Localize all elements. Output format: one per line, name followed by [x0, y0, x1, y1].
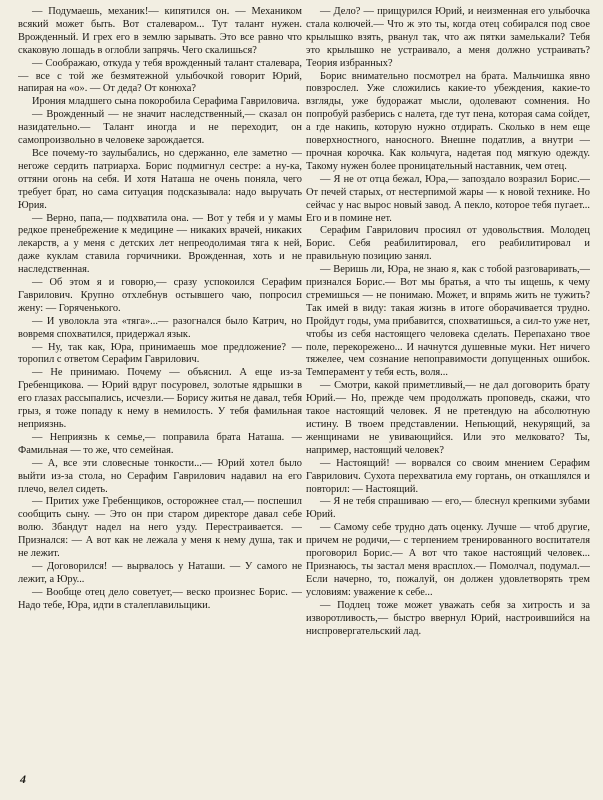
- paragraph: — Веришь ли, Юра, не знаю я, как с тобой разговаривать,— признался Борис.— Вот мы братья, а что ты ищешь, к чему стремишься — не понимаю. Может, и впрямь жить не тужить? Так имей в виду: такая жизнь в итоге оборачивается трудно. Пройдут годы, ума прибавится, спохватишься, а сил-то уже нет, чтобы из себя настоящего человека сделать. Перепахано твое поле, перекорежено... И начнутся душевные муки. Нет ничего тяжелее, чем сознание непоправимости допущенных ошибок. Темперамент у тебя есть, воля...: [306, 264, 590, 379]
- paragraph: — Настоящий! — ворвался со своим мнением Серафим Гаврилович. Сухота перехватила ему гортань, он откашлялся и повторил: — Настоящий.: [306, 457, 590, 495]
- paragraph: — Дело? — прищурился Юрий, и неизменная его улыбочка стала колючей.— Что ж это ты, когда отец собирался под свое крылышко взять, рванул так, что аж пятки замелькали? Тебя это крылышко не устраивало, а меня должно устраивать? Теория избранных?: [306, 6, 590, 69]
- paragraph: — Врожденный — не значит наследственный,— сказал он назидательно.— Талант иногда и не переходит, он самопроизвольно в человеке зарождается.: [18, 109, 302, 147]
- paragraph: — Вообще отец дело советует,— веско произнес Борис. — Надо тебе, Юра, идти в сталеплавильщики.: [18, 586, 302, 611]
- page-number: 4: [20, 772, 26, 786]
- paragraph: Все почему-то заулыбались, но сдержанно, еле заметно — негоже сердить патриарха. Борис подмигнул сестре: а ну-ка, оттяни огонь на себя. И хотя Наташа не очень поняла, чего требует брат, но сама ситуация подсказывала: надо выручать Юрия.: [18, 147, 302, 211]
- paragraph: Борис внимательно посмотрел на брата. Мальчишка явно повзрослел. Уже сложились какие-то убеждения, какие-то взгляды, уже будоражат мысли, одолевают сомнения. Но попробуй разберись с налета, где тут пена, которая сама сойдет, а где накипь, которую нужно отдирать. Сколько в нем еще поверхностного, наносного. Внешне податлив, а внутри — прочная корочка. Как кольчуга, надетая под мягкую одежду. Такому нужен более проницательный наставник, чем отец.: [306, 70, 590, 172]
- left-column: [18, 6, 302, 766]
- paragraph: — Я не от отца бежал, Юра,— запоздало возразил Борис.— От печей старых, от нестерпимой жары — к новой технике. Но сейчас у нас вырос новый завод. А пекло, которое тебя пугает... Его и в помине нет.: [306, 173, 590, 224]
- paragraph: — Верно, папа,— подхватила она. — Вот у тебя и у мамы редкое пренебрежение к медицине — никаких врачей, никаких лекарств, а у меня с детских лет непреодолимая тяга к ней, даже куклам ставила горчичники. Врожденная, хоть и не наследственная.: [18, 212, 302, 276]
- paragraph: — И уволокла эта «тяга»...— разогнался было Катрич, но вовремя спохватился, придержал язык.: [18, 315, 302, 340]
- paragraph: — Не принимаю. Почему — объяснил. А еще из-за Гребенщикова. — Юрий вдруг посуровел, золотые ядрышки в его глазах рассыпались, исчезли.— Борису житья не давал, тебя грыз, я тоже попаду к нему в немилость. У тебя фамильная неприязнь.: [18, 367, 302, 430]
- paragraph: — Об этом я и говорю,— сразу успокоился Серафим Гаврилович. Крупно отхлебнув остывшего чаю, попросил жену: — Горяченького.: [18, 277, 302, 314]
- paragraph: — Договорился! — вырвалось у Наташи. — У самого не лежит, а Юру...: [18, 560, 302, 585]
- paragraph: — Неприязнь к семье,— поправила брата Наташа. — Фамильная — то же, что семейная.: [18, 431, 302, 456]
- paragraph: — Ну, так как, Юра, принимаешь мое предложение? — торопил с ответом Серафим Гаврилович.: [18, 341, 302, 366]
- paragraph: — Я не тебя спрашиваю — его,— блеснул крепкими зубами Юрий.: [306, 496, 590, 521]
- paragraph: Ирония младшего сына покоробила Серафима Гавриловича.: [32, 96, 300, 108]
- paragraph: — А, все эти словесные тонкости...— Юрий хотел было выйти из-за стола, но Серафим Гаврилович надавил на его плечо, велел сидеть.: [18, 457, 302, 495]
- paragraph: — Подумаешь, механик!— кипятился он. — Механиком всякий может быть. Вот сталеваром... Тут талант нужен. Врожденный. И грех его в землю зарывать. Это все равно что скаковую лошадь в оглобли запрячь. Чего скалишься?: [18, 6, 302, 56]
- paragraph: — Притих уже Гребенщиков, осторожнее стал,— поспешил сообщить сыну. — Это он при старом директоре давал себе волю. Збандут надел на него узду. Перестраивается. — Признался: — А вот как не лежала у меня к нему душа, так и не лежит.: [18, 496, 302, 560]
- right-column: [306, 6, 590, 766]
- paragraph: — Смотри, какой приметливый,— не дал договорить брату Юрий.— Но, прежде чем продолжать проповедь, скажи, что такое настоящий человек. Я не претендую на абсолютную истину. В твоем представлении. Непьющий, некурящий, за женщинами не увивающийся. Или это мелковато? Ты, например, настоящий человек?: [306, 380, 590, 456]
- paragraph: — Подлец тоже может уважать себя за хитрость и за изворотливость,— быстро ввернул Юрий, настроившийся на ниспровергательский лад.: [306, 599, 590, 637]
- paragraph: Серафим Гаврилович просиял от удовольствия. Молодец Борис. Себя реабилитировал, его реабилитировал и правильную позицию занял.: [306, 225, 590, 263]
- paragraph: — Соображаю, откуда у тебя врожденный талант сталевара,— все с той же безмятежной улыбочкой говорит Юрий, напирая на «о». — От деда? От конюха?: [18, 57, 302, 95]
- paragraph: — Самому себе трудно дать оценку. Лучше — чтоб другие, причем не родичи,— с терпением тренированного воспитателя проговорил Борис.— А вот что такое настоящий человек... Признаюсь, ты застал меня врасплох.— Помолчал, подумал.— Если начерно, то, пожалуй, он должен удовлетворять трем условиям: уважение к себе...: [306, 522, 590, 598]
